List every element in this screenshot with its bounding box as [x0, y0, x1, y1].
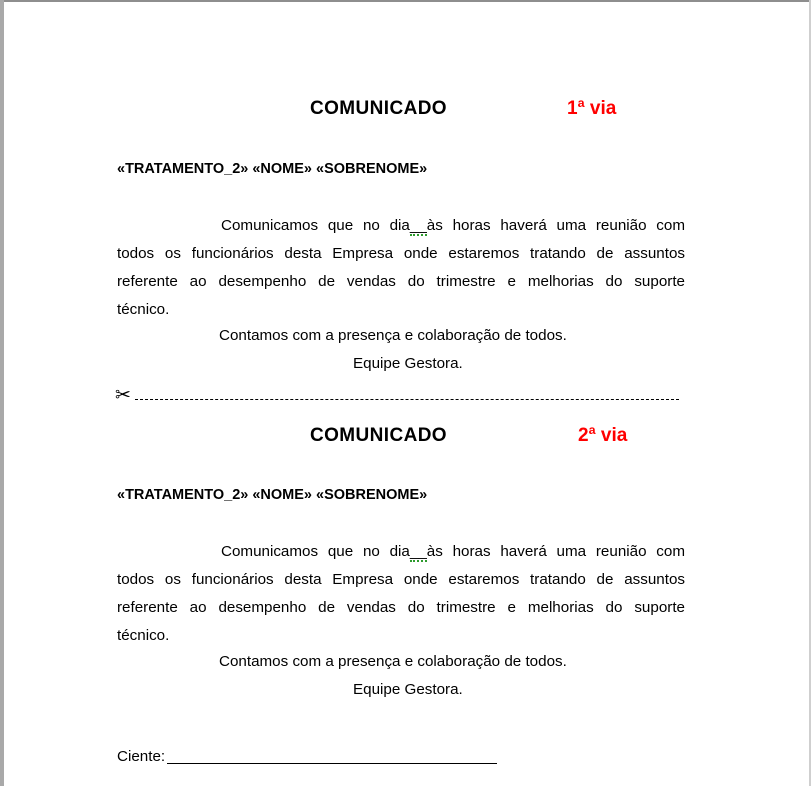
body-line: referente ao desempenho de vendas do trimestre e melhorias do suporte — [117, 599, 685, 616]
signature-line: Equipe Gestora. — [353, 681, 463, 698]
spellcheck-mark: __ — [409, 217, 427, 234]
page-title: COMUNICADO — [310, 98, 447, 119]
body-line: todos os funcionários desta Empresa onde estaremos tratando de assuntos — [117, 571, 685, 588]
ciente-field — [117, 748, 497, 765]
recipient-fields: «TRATAMENTO_2» «NOME» «SOBRENOME» — [117, 487, 428, 503]
via-label: 2ª via — [578, 425, 628, 446]
ciente-label: Ciente: — [117, 748, 166, 765]
body-paragraph — [117, 538, 685, 650]
body-line: Comunicamos que no dia__às horas haverá uma reunião com — [221, 543, 685, 560]
cut-line — [115, 385, 679, 409]
page-title: COMUNICADO — [310, 425, 447, 446]
closing-line: Contamos com a presença e colaboração de todos. — [219, 327, 567, 344]
spellcheck-mark: __ — [409, 543, 427, 560]
body-line: Comunicamos que no dia__às horas haverá uma reunião com — [221, 217, 685, 234]
dashed-divider — [135, 399, 679, 400]
signature-blank — [167, 762, 497, 764]
body-line: referente ao desempenho de vendas do trimestre e melhorias do suporte — [117, 273, 685, 290]
via-label: 1ª via — [567, 98, 617, 119]
scissors-icon: ✂ — [115, 385, 131, 406]
closing-line: Contamos com a presença e colaboração de todos. — [219, 653, 567, 670]
signature-line: Equipe Gestora. — [353, 355, 463, 372]
body-line: técnico. — [117, 627, 170, 644]
recipient-fields: «TRATAMENTO_2» «NOME» «SOBRENOME» — [117, 161, 428, 177]
body-line: todos os funcionários desta Empresa onde estaremos tratando de assuntos — [117, 245, 685, 262]
body-paragraph — [117, 212, 685, 324]
body-line: técnico. — [117, 301, 170, 318]
page-border-top — [0, 0, 811, 2]
page-border-left — [0, 0, 4, 786]
